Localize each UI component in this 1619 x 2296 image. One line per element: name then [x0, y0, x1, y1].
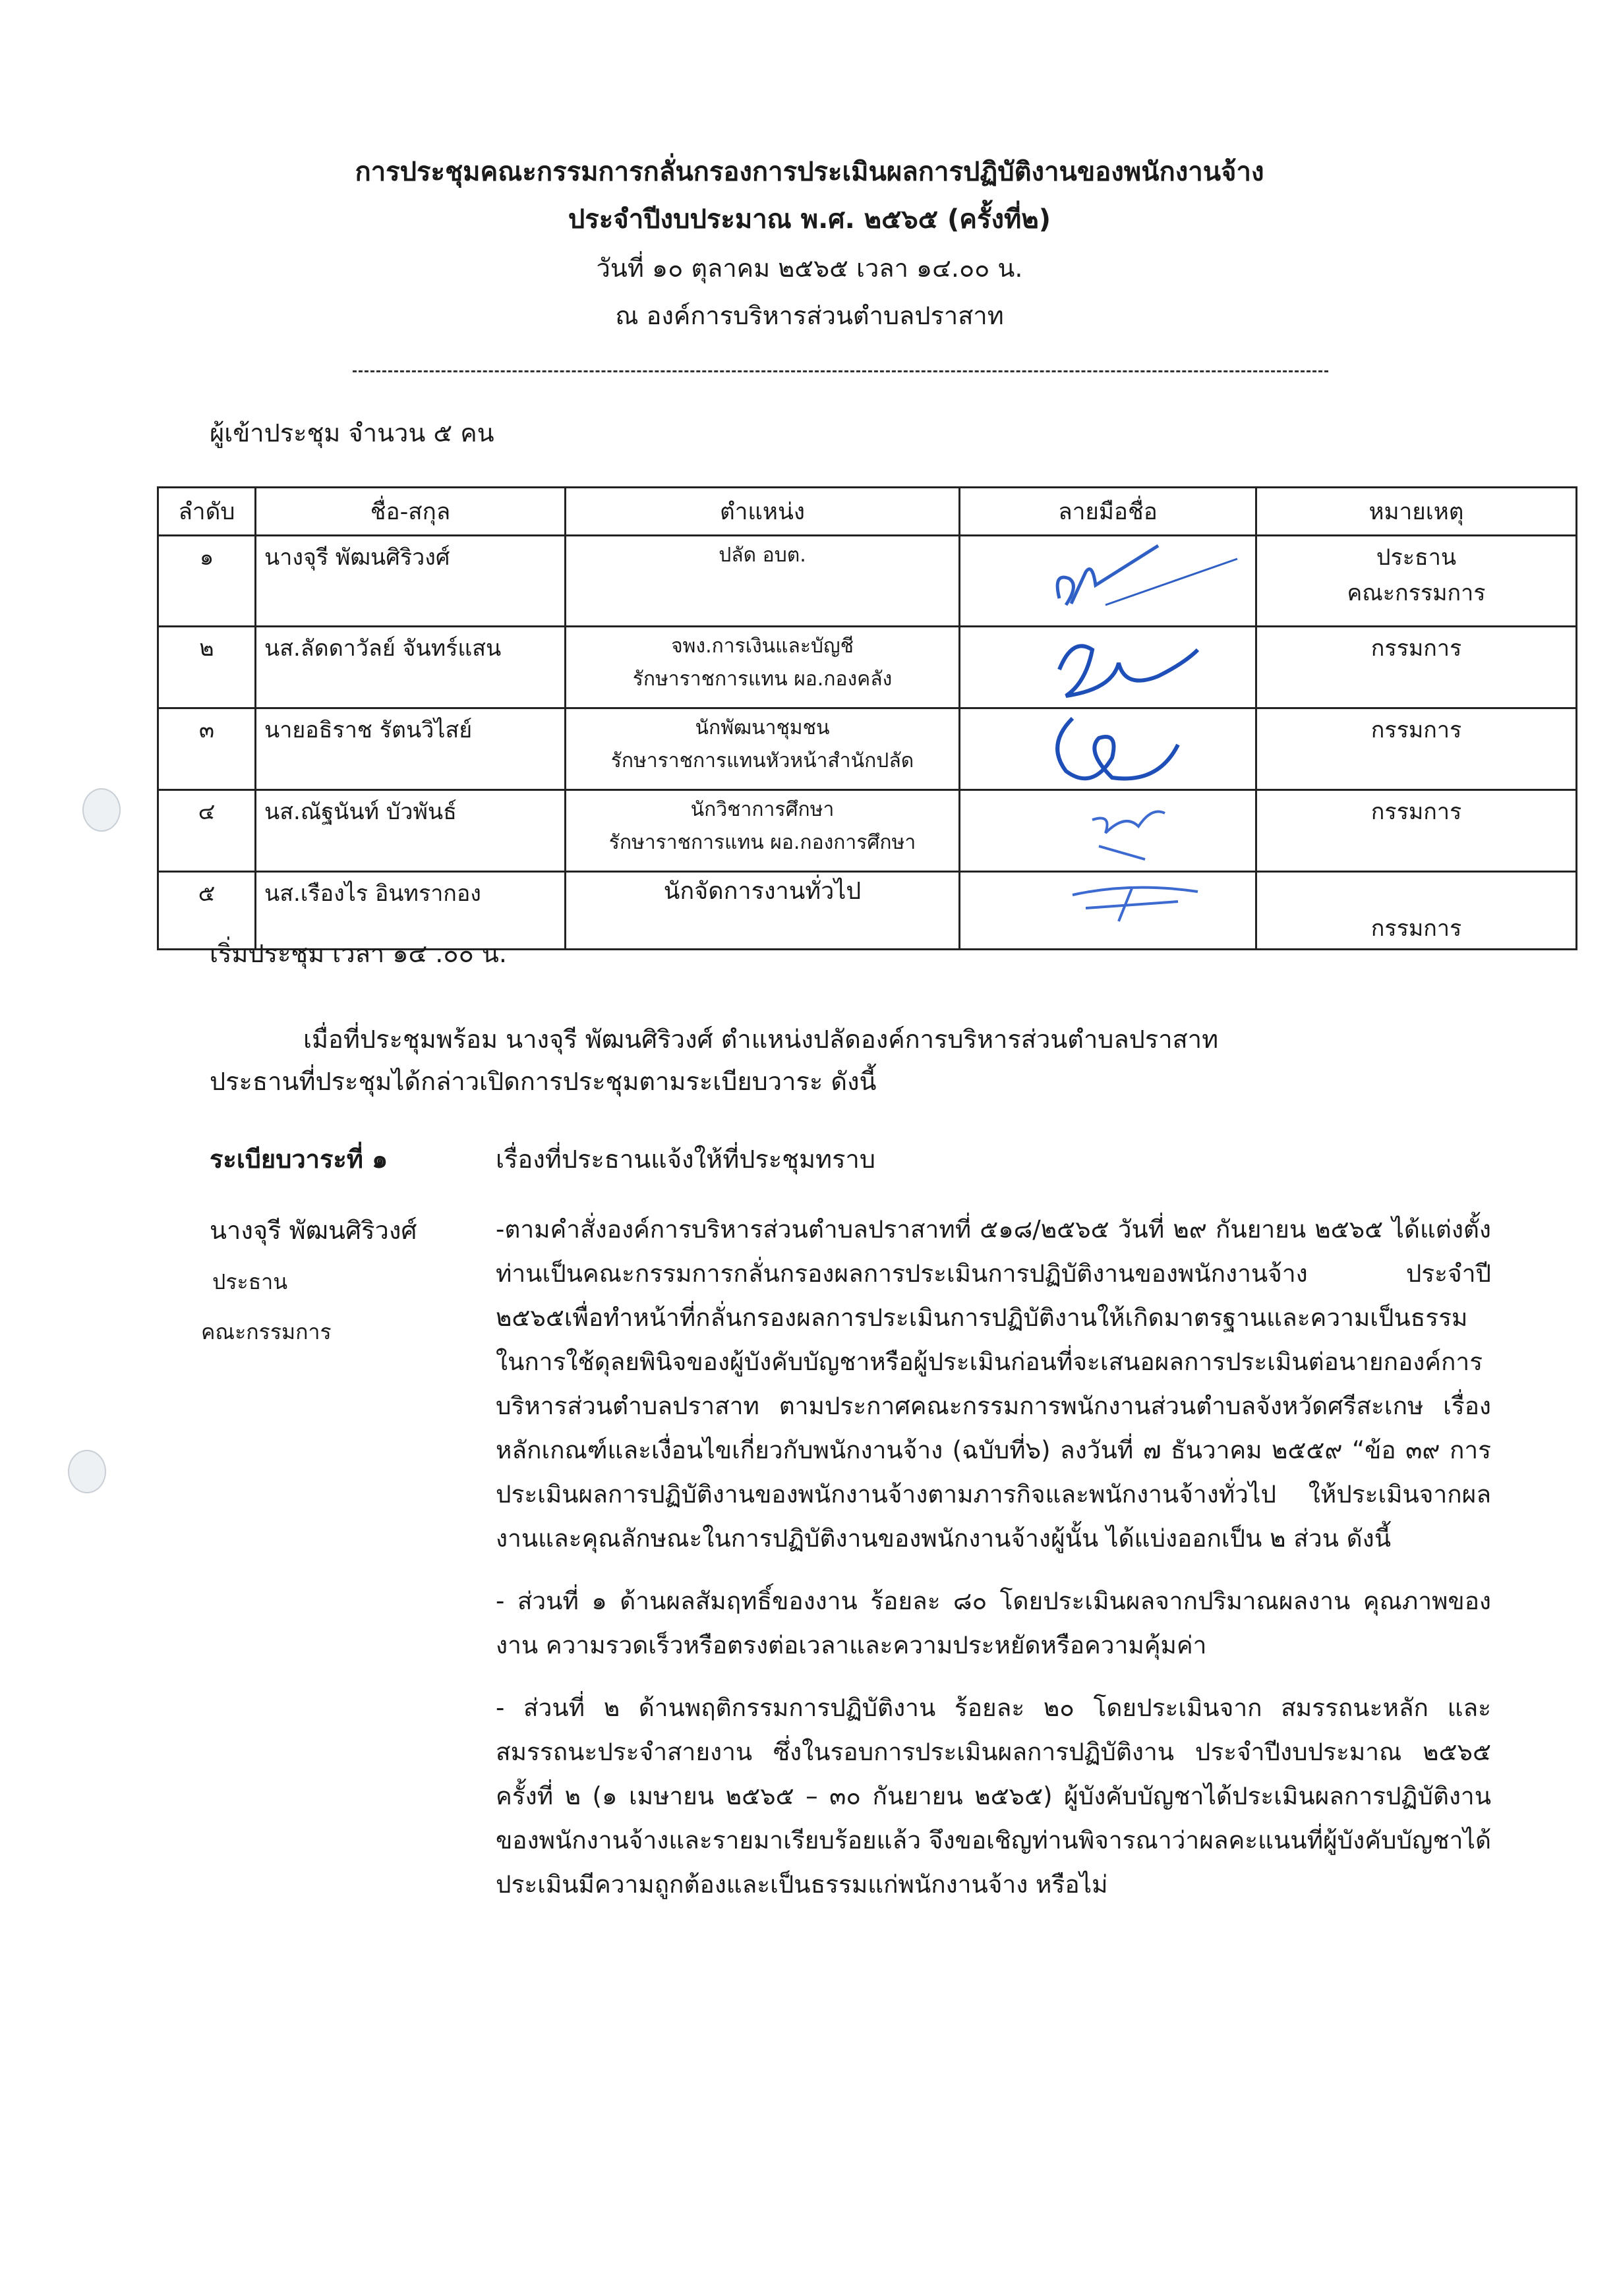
row-position: [566, 627, 960, 708]
table-row: [158, 790, 1577, 872]
row-position-line1: นักพัฒนาชุมชน: [695, 716, 830, 739]
meeting-venue: ณ องค์การบริหารส่วนตำบลปราสาท: [615, 301, 1004, 330]
row-name: นส.ณัฐนันท์ บัวพันธ์: [256, 790, 566, 872]
row-number: ๑: [158, 536, 256, 627]
attendee-count: ผู้เข้าประชุม จำนวน ๕ คน: [210, 418, 494, 447]
punch-hole: [82, 788, 121, 832]
meeting-date: วันที่ ๑๐ ตุลาคม ๒๕๖๕ เวลา ๑๔.๐๐ น.: [596, 254, 1023, 283]
fiscal-year-line: ประจำปีงบประมาณ พ.ศ. ๒๕๖๕ (ครั้งที่๒): [568, 204, 1051, 235]
table-row: [158, 708, 1577, 790]
row-signature: [960, 872, 1256, 950]
agenda-body: [496, 1207, 1491, 1920]
row-signature: [960, 536, 1256, 627]
body-paragraph: - ส่วนที่ ๑ ด้านผลสัมฤทธิ์ของงาน ร้อยละ ๘๐ โดยประเมินผลจากปริมาณผลงาน คุณภาพของงาน ความรวดเร็วหรือตรงต่อเวลาและความประหยัดหรือความคุ้มค่า: [496, 1587, 1491, 1659]
body-paragraph: - ส่วนที่ ๒ ด้านพฤติกรรมการปฏิบัติงาน ร้อยละ ๒๐ โดยประเมินจาก สมรรถนะหลัก และสมรรถนะประจำสายงาน ซึ่งในรอบการประเมินผลการปฏิบัติงาน ประจำปีงบประมาณ ๒๕๖๕ ครั้งที่ ๒ (๑ เมษายน ๒๕๖๕ – ๓๐ กันยายน ๒๕๖๕) ผู้บังคับบัญชาได้ประเมินผลการปฏิบัติงานของพนักงานจ้างและรายมาเรียบร้อยแล้ว จึงขอเชิญท่านพิจารณาว่าผลคะแนนที่ผู้บังคับบัญชาได้ประเมินมีความถูกต้องและเป็นธรรมแก่พนักงานจ้าง หรือไม่: [496, 1694, 1491, 1899]
speaker-role-2: คณะกรรมการ: [201, 1319, 332, 1344]
row-position: [566, 790, 960, 872]
meeting-start-time: เริ่มประชุม เวลา ๑๔ .๐๐ น.: [210, 939, 507, 968]
column-header-position: ตำแหน่ง: [566, 488, 960, 536]
agenda-label: ระเบียบวาระที่ ๑: [210, 1145, 388, 1174]
signature-mark: [960, 623, 1251, 709]
row-remark: [1256, 627, 1577, 708]
row-remark-line1: ประธาน: [1376, 544, 1457, 571]
meeting-title: การประชุมคณะกรรมการกลั่นกรองการประเมินผลการปฏิบัติงานของพนักงานจ้าง: [355, 157, 1264, 187]
row-remark-line1: กรรมการ: [1370, 717, 1462, 743]
row-remark-line1: กรรมการ: [1370, 915, 1462, 942]
opening-line-1: เมื่อที่ประชุมพร้อม นางจุรี พัฒนศิริวงศ์ ตำแหน่งปลัดองค์การบริหารส่วนตำบลปราสาท: [303, 1025, 1219, 1054]
row-signature: [960, 627, 1256, 708]
row-position-line1: ปลัด อบต.: [719, 544, 806, 567]
table-row: [158, 536, 1577, 627]
row-position: [566, 872, 960, 950]
row-name: นส.ลัดดาวัลย์ จันทร์แสน: [256, 627, 566, 708]
row-name: นายอธิราช รัตนวิไสย์: [256, 708, 566, 790]
agenda-title: เรื่องที่ประธานแจ้งให้ที่ประชุมทราบ: [496, 1145, 875, 1174]
signature-mark: [960, 787, 1251, 873]
opening-line-2: ประธานที่ประชุมได้กล่าวเปิดการประชุมตามระเบียบวาระ ดังนี้: [210, 1067, 877, 1096]
row-position-line1: นักวิชาการศึกษา: [690, 798, 835, 821]
column-header-remark: หมายเหตุ: [1256, 488, 1577, 536]
row-position-line2: รักษาราชการแทน ผอ.กองคลัง: [632, 668, 893, 691]
column-header-signature: ลายมือชื่อ: [960, 488, 1256, 536]
row-remark-line1: กรรมการ: [1370, 799, 1462, 825]
row-remark-line2: คณะกรรมการ: [1347, 580, 1486, 606]
speaker-role-1: ประธาน: [212, 1269, 288, 1294]
row-name: นส.เรืองไร อินทรากอง: [256, 872, 566, 950]
row-remark-line1: กรรมการ: [1370, 635, 1462, 662]
signature-mark: [960, 532, 1251, 625]
header-divider: [353, 370, 1328, 372]
punch-hole: [68, 1450, 106, 1493]
row-remark: [1256, 708, 1577, 790]
row-number: ๓: [158, 708, 256, 790]
column-header-number: ลำดับ: [158, 488, 256, 536]
row-remark: [1256, 790, 1577, 872]
row-name: นางจุรี พัฒนศิริวงศ์: [256, 536, 566, 627]
column-header-name: ชื่อ-สกุล: [256, 488, 566, 536]
row-signature: [960, 790, 1256, 872]
row-position-line2: รักษาราชการแทนหัวหน้าสำนักปลัด: [610, 749, 914, 772]
row-number: ๔: [158, 790, 256, 872]
row-remark: [1256, 536, 1577, 627]
signature-mark: [960, 705, 1251, 791]
row-position: [566, 536, 960, 627]
attendance-table: [157, 486, 1577, 950]
row-position: [566, 708, 960, 790]
speaker-name: นางจุรี พัฒนศิริวงศ์: [210, 1216, 417, 1245]
row-position-line1: นักจัดการงานทั่วไป: [663, 878, 862, 905]
row-number: ๕: [158, 872, 256, 950]
row-remark: [1256, 872, 1577, 950]
table-header-row: [158, 488, 1577, 536]
signature-mark: [960, 869, 1251, 941]
row-number: ๒: [158, 627, 256, 708]
row-signature: [960, 708, 1256, 790]
body-paragraph: -ตามคำสั่งองค์การบริหารส่วนตำบลปราสาทที่ ๕๑๘/๒๕๖๕ วันที่ ๒๙ กันยายน ๒๕๖๕ ได้แต่งตั้งท่านเป็นคณะกรรมการกลั่นกรองผลการประเมินการปฏิบัติงานของพนักงานจ้าง ประจำปี ๒๕๖๕เพื่อทำหน้าที่กลั่นกรองผลการประเมินการปฏิบัติงานให้เกิดมาตรฐานและความเป็นธรรมในการใช้ดุลยพินิจของผู้บังคับบัญชาหรือผู้ประเมินก่อนที่จะเสนอผลการประเมินต่อนายกองค์การบริหารส่วนตำบลปราสาท ตามประกาศคณะกรรมการพนักงานส่วนตำบลจังหวัดศรีสะเกษ เรื่องหลักเกณฑ์และเงื่อนไขเกี่ยวกับพนักงานจ้าง (ฉบับที่๖) ลงวันที่ ๗ ธันวาคม ๒๕๕๙ “ข้อ ๓๙ การประเมินผลการปฏิบัติงานของพนักงานจ้างตามภารกิจและพนักงานจ้างทั่วไป ให้ประเมินจากผลงานและคุณลักษณะในการปฏิบัติงานของพนักงานจ้างผู้นั้น ได้แบ่งออกเป็น ๒ ส่วน ดังนี้: [496, 1215, 1491, 1553]
row-position-line1: จพง.การเงินและบัญชี: [671, 635, 854, 658]
table-row: [158, 627, 1577, 708]
row-position-line2: รักษาราชการแทน ผอ.กองการศึกษา: [608, 831, 916, 854]
